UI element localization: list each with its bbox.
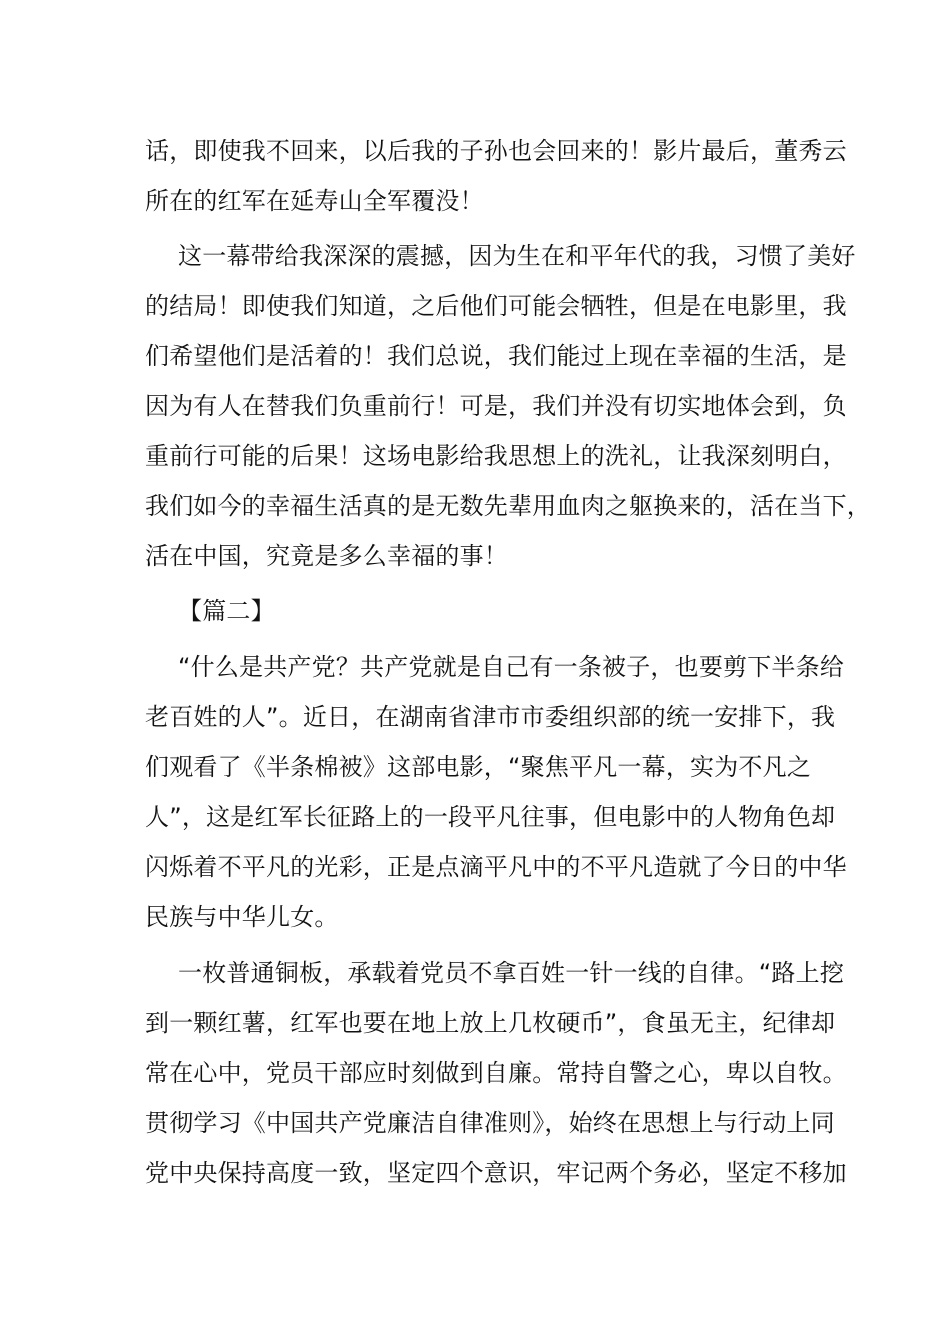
text-line: 党中央保持高度一致，坚定四个意识，牢记两个务必，坚定不移加 bbox=[145, 1159, 847, 1187]
text-line: 闪烁着不平凡的光彩，正是点滴平凡中的不平凡造就了今日的中华 bbox=[145, 853, 847, 881]
text-line: 们观看了《半条棉被》这部电影，“聚焦平凡一幕，实为不凡之 bbox=[145, 753, 812, 781]
text-line: 到一颗红薯，红军也要在地上放上几枚硬币”，食虽无主，纪律却 bbox=[145, 1009, 836, 1037]
text-line: 人”，这是红军长征路上的一段平凡往事，但电影中的人物角色却 bbox=[145, 803, 836, 831]
text-line: 因为有人在替我们负重前行！可是，我们并没有切实地体会到，负 bbox=[145, 392, 847, 420]
text-line: 贯彻学习《中国共产党廉洁自律准则》，始终在思想上与行动上同 bbox=[145, 1109, 835, 1137]
text-line: 常在心中，党员干部应时刻做到自廉。常持自警之心，卑以自牧。 bbox=[145, 1059, 847, 1087]
text-line: 我们如今的幸福生活真的是无数先辈用血肉之躯换来的，活在当下， bbox=[145, 492, 871, 520]
text-line: 们希望他们是活着的！我们总说，我们能过上现在幸福的生活，是 bbox=[145, 342, 847, 370]
text-line: 重前行可能的后果！这场电影给我思想上的洗礼，让我深刻明白， bbox=[145, 442, 847, 470]
text-line: 民族与中华儿女。 bbox=[145, 903, 339, 931]
section-heading: 【篇二】 bbox=[178, 597, 275, 625]
paragraph-first-line: “什么是共产党？共产党就是自己有一条被子，也要剪下半条给 bbox=[178, 653, 845, 681]
text-line: 的结局！即使我们知道，之后他们可能会牺牲，但是在电影里，我 bbox=[145, 292, 847, 320]
text-line: 老百姓的人”。近日，在湖南省津市市委组织部的统一安排下，我 bbox=[145, 703, 836, 731]
text-line: 话，即使我不回来，以后我的子孙也会回来的！影片最后，董秀云 bbox=[145, 137, 847, 165]
text-line: 所在的红军在延寿山全军覆没！ bbox=[145, 187, 484, 215]
paragraph-first-line: 这一幕带给我深深的震撼，因为生在和平年代的我，习惯了美好 bbox=[178, 242, 856, 270]
text-line: 活在中国，究竟是多么幸福的事！ bbox=[145, 542, 508, 570]
paragraph-first-line: 一枚普通铜板，承载着党员不拿百姓一针一线的自律。“路上挖 bbox=[178, 959, 845, 987]
